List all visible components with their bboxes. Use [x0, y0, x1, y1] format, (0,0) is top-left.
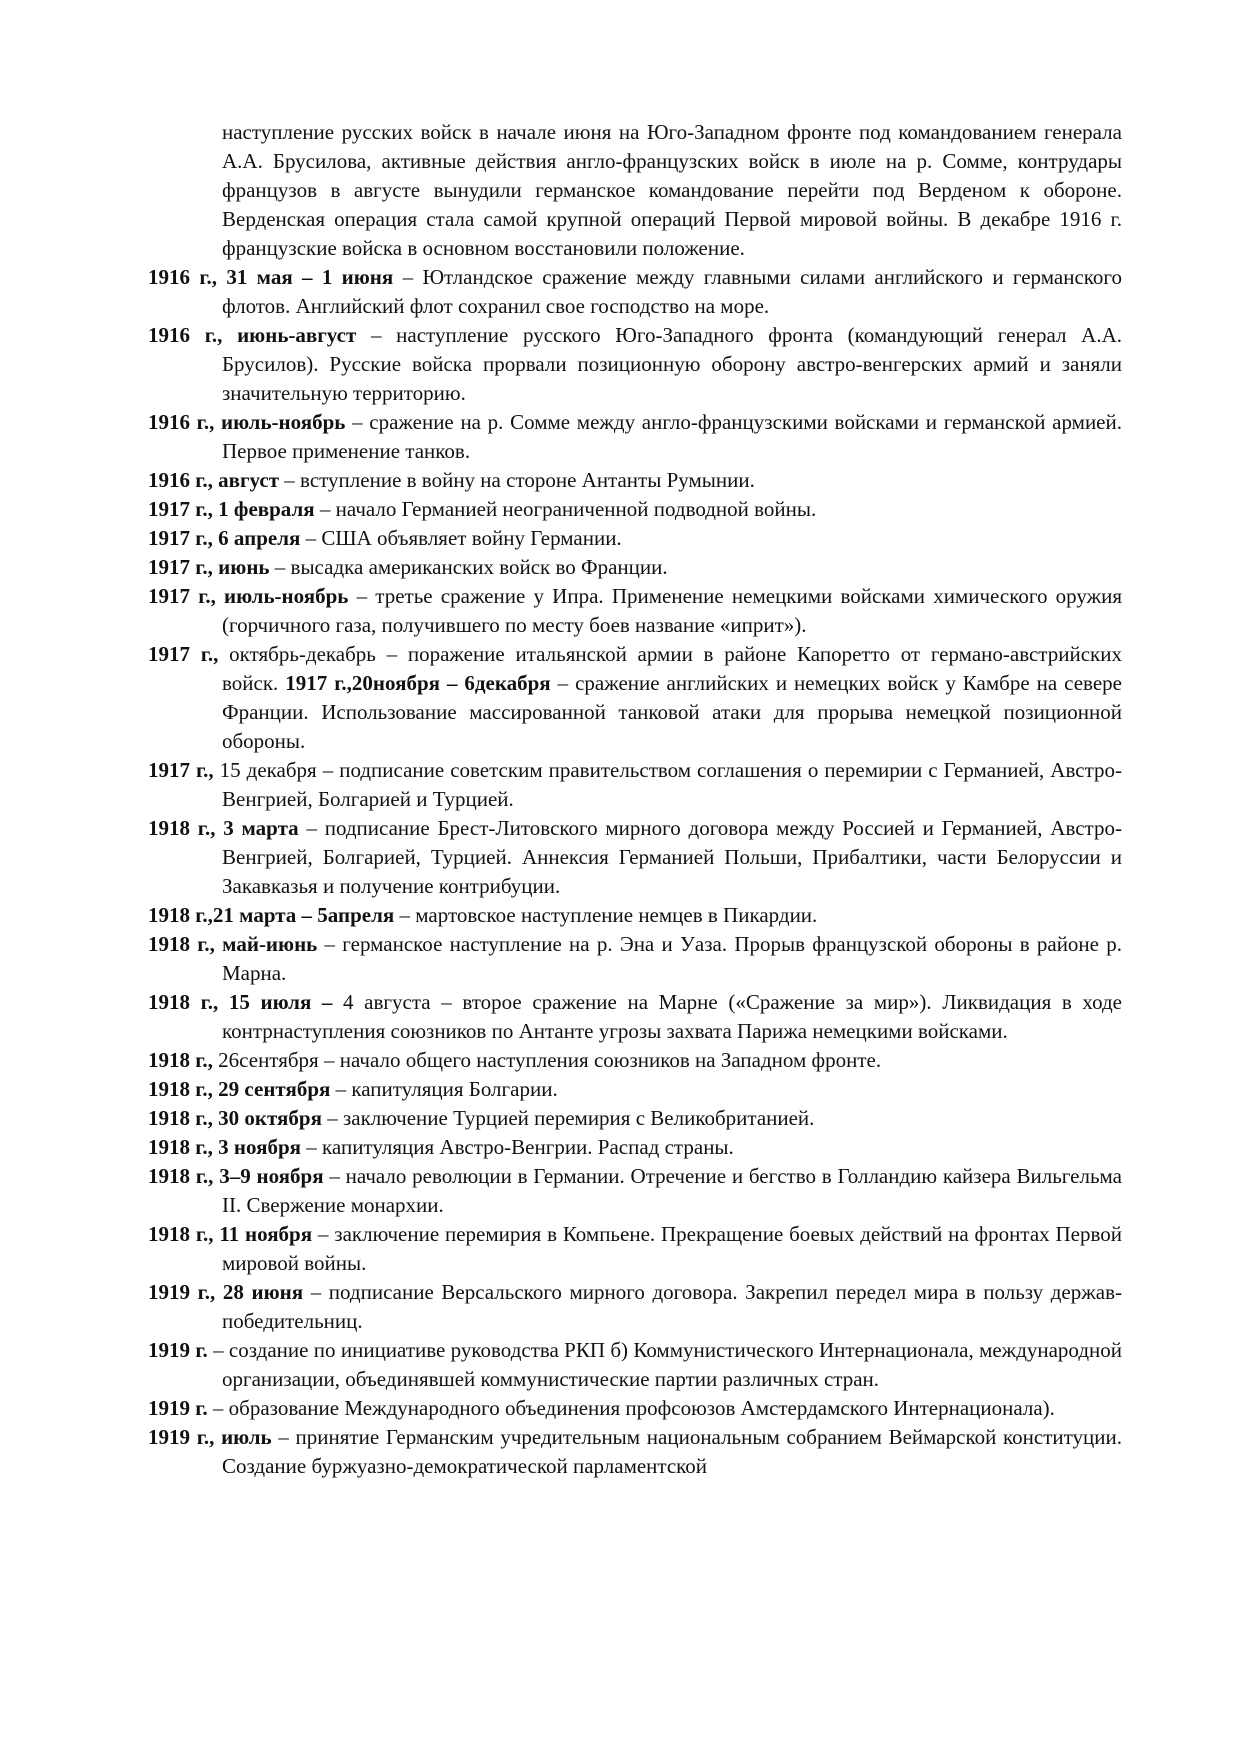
- entry-1918-november-3-9: [148, 1162, 1122, 1220]
- entry-text: 26сентября – начало общего наступления союзников на Западном фронте.: [212, 1048, 882, 1072]
- entry-date: 1918 г., 3 марта: [148, 816, 299, 840]
- entry-text: – создание по инициативе руководства РКП б) Коммунистического Интернационала, международной организации, объединявшей коммунистические партии различных стран.: [207, 1338, 1122, 1391]
- entry-1919-july: [148, 1423, 1122, 1481]
- entry-date: 1917 г., 6 апреля: [148, 526, 301, 550]
- entry-text: – мартовское наступление немцев в Пикардии.: [394, 903, 818, 927]
- entry-1918-july-august: [148, 988, 1122, 1046]
- entry-text-secondary: – сражение английских и немецких войск у Камбре на севере Франции. Использование массированной танковой атаки для прорыва немецкой позиционной обороны.: [222, 671, 1122, 753]
- entry-text: – подписание Брест-Литовского мирного договора между Россией и Германией, Австро-Венгрией, Болгарией, Турцией. Аннексия Германией Польши, Прибалтики, части Белоруссии и Закавказья и получение контрибуции.: [222, 816, 1122, 898]
- entry-1917-december: [148, 756, 1122, 814]
- entry-text: – германское наступление на р. Эна и Уаза. Прорыв французской обороны в районе р. Марна.: [222, 932, 1122, 985]
- entry-text: – капитуляция Австро-Венгрии. Распад страны.: [301, 1135, 734, 1159]
- entry-date: 1918 г., май-июнь: [148, 932, 318, 956]
- entry-1919-amsterdam-international: [148, 1394, 1122, 1423]
- entry-date: 1916 г., июнь-август: [148, 323, 357, 347]
- entry-date: 1917 г., июнь: [148, 555, 270, 579]
- entry-text: – начало Германией неограниченной подводной войны.: [314, 497, 817, 521]
- entry-date: 1917 г., июль-ноябрь: [148, 584, 349, 608]
- entry-text: 15 декабря – подписание советским правительством соглашения о перемирии с Германией, Австро-Венгрией, Болгарией и Турцией.: [213, 758, 1123, 811]
- entry-1918-november-3: [148, 1133, 1122, 1162]
- entry-date: 1919 г.: [148, 1396, 208, 1420]
- intro-paragraph: наступление русских войск в начале июня на Юго-Западном фронте под командованием генерала А.А. Брусилова, активные действия англо-французских войск в июле на р. Сомме, контрудары французов в августе вынудили германское командование перейти под Верденом к обороне. Верденская операция стала самой крупной операций Первой мировой войны. В декабре 1916 г. французские войска в основном восстановили положение.: [222, 120, 1122, 260]
- entry-1919-june-28: [148, 1278, 1122, 1336]
- entry-text: – принятие Германским учредительным национальным собранием Веймарской конституции. Создание буржуазно-демократической парламентской: [222, 1425, 1123, 1478]
- entry-text: – наступление русского Юго-Западного фронта (командующий генерал А.А. Брусилов). Русские войска прорвали позиционную оборону австро-венгерских армий и заняли значительную территорию.: [222, 323, 1122, 405]
- entry-date: 1918 г., 3 ноября: [148, 1135, 302, 1159]
- entry-date: 1918 г., 15 июля –: [148, 990, 333, 1014]
- entry-1916-august: [148, 466, 1122, 495]
- entry-date-secondary: 1917 г.,20ноября – 6декабря: [285, 671, 551, 695]
- entry-1917-october-december: [148, 640, 1122, 756]
- entry-text: – высадка американских войск во Франции.: [269, 555, 668, 579]
- entry-date: 1916 г., август: [148, 468, 280, 492]
- entry-date: 1918 г., 29 сентября: [148, 1077, 331, 1101]
- entry-1918-march-april: [148, 901, 1122, 930]
- entry-text: – вступление в войну на стороне Антанты Румынии.: [279, 468, 755, 492]
- entry-1918-may-june: [148, 930, 1122, 988]
- entry-text: – капитуляция Болгарии.: [330, 1077, 558, 1101]
- entry-1918-september-26: [148, 1046, 1122, 1075]
- entry-1916-july-november: [148, 408, 1122, 466]
- entry-1918-october-30: [148, 1104, 1122, 1133]
- entry-text: – сражение на р. Сомме между англо-французскими войсками и германской армией. Первое применение танков.: [222, 410, 1122, 463]
- entry-1918-march: [148, 814, 1122, 901]
- entry-date: 1917 г.,: [148, 642, 219, 666]
- entry-1917-february: [148, 495, 1122, 524]
- entry-text: 4 августа – второе сражение на Марне («Сражение за мир»). Ликвидация в ходе контрнаступления союзников по Антанте угрозы захвата Парижа немецкими войсками.: [222, 990, 1123, 1043]
- entry-date: 1919 г.: [148, 1338, 208, 1362]
- document-page: [148, 118, 1122, 1481]
- entry-date: 1918 г., 30 октября: [148, 1106, 322, 1130]
- entry-1917-june: [148, 553, 1122, 582]
- entry-1919-comintern: [148, 1336, 1122, 1394]
- entry-text: – Ютландское сражение между главными силами английского и германского флотов. Английский флот сохранил свое господство на море.: [222, 265, 1122, 318]
- entry-1916-may-june: [148, 263, 1122, 321]
- entry-text: – третье сражение у Ипра. Применение немецкими войсками химического оружия (горчичного газа, получившего по месту боев название «иприт»).: [222, 584, 1122, 637]
- entry-text: – заключение Турцией перемирия с Великобританией.: [321, 1106, 815, 1130]
- entry-date: 1919 г., июль: [148, 1425, 272, 1449]
- entry-1917-april: [148, 524, 1122, 553]
- entry-date: 1918 г.,21 марта – 5апреля: [148, 903, 395, 927]
- entry-date: 1916 г., июль-ноябрь: [148, 410, 346, 434]
- entry-1916-june-august: [148, 321, 1122, 408]
- entry-text: – начало революции в Германии. Отречение и бегство в Голландию кайзера Вильгельма II. Свержение монархии.: [222, 1164, 1122, 1217]
- entry-text: октябрь-декабрь – поражение итальянской армии в районе Капоретто от германо-австрийских войск.: [218, 642, 1122, 695]
- entry-text: – подписание Версальского мирного договора. Закрепил передел мира в пользу держав-победительниц.: [222, 1280, 1122, 1333]
- entry-date: 1919 г., 28 июня: [148, 1280, 304, 1304]
- entry-date: 1918 г., 3–9 ноября: [148, 1164, 324, 1188]
- entry-1918-november-11: [148, 1220, 1122, 1278]
- entry-text: – США объявляет войну Германии.: [300, 526, 622, 550]
- entry-date: 1916 г., 31 мая – 1 июня: [148, 265, 394, 289]
- entry-1918-september-29: [148, 1075, 1122, 1104]
- entry-date: 1917 г., 1 февраля: [148, 497, 315, 521]
- entry-date: 1918 г., 11 ноября: [148, 1222, 313, 1246]
- entry-1917-july-november: [148, 582, 1122, 640]
- entry-text: – образование Международного объединения профсоюзов Амстердамского Интернационала).: [207, 1396, 1055, 1420]
- entry-date: 1918 г.,: [148, 1048, 213, 1072]
- entry-date: 1917 г.,: [148, 758, 214, 782]
- entry-text: – заключение перемирия в Компьене. Прекращение боевых действий на фронтах Первой мировой войны.: [222, 1222, 1122, 1275]
